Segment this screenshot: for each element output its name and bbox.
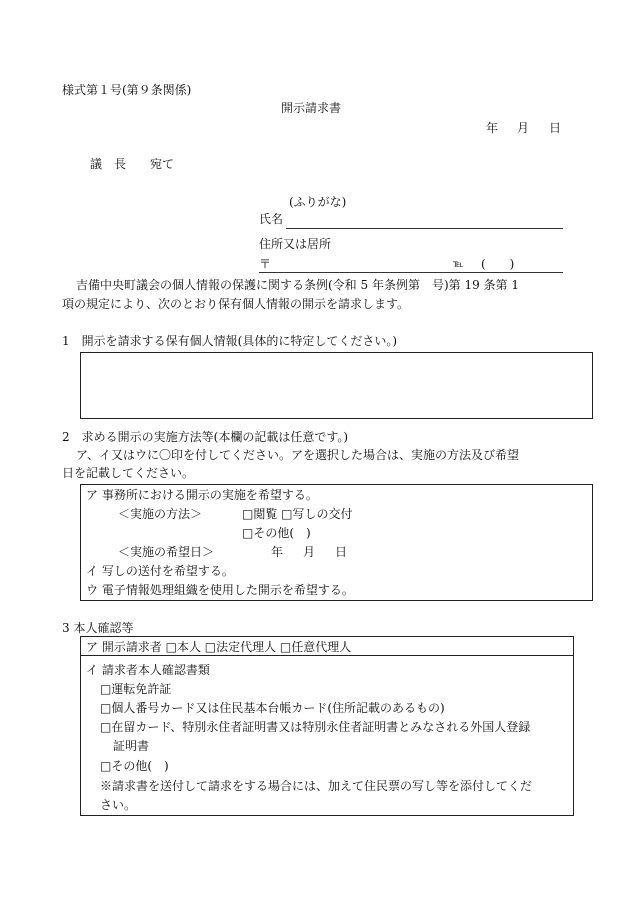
section2-heading: 2 求める開示の実施方法等(本欄の記載は任意です。) (62, 430, 349, 444)
section2-note-line-2: 日を記載してください。 (62, 466, 195, 480)
identity-check-divider (80, 655, 574, 656)
name-underline[interactable] (286, 228, 563, 229)
address-underline[interactable] (259, 272, 563, 273)
option-u-label[interactable]: ウ 電子情報処理組織を使用した開示を希望する。 (86, 583, 354, 597)
intro-line-2: 項の規定により、次のとおり保有個人情報の開示を請求します。 (62, 297, 410, 311)
id-doc-drivers-license[interactable]: □運転免許証 (100, 682, 172, 696)
requested-info-field[interactable] (80, 352, 593, 419)
id-doc-other[interactable]: □その他( ) (100, 759, 169, 773)
addressee-suffix: 宛て (150, 157, 175, 171)
method-label: ＜実施の方法＞ (118, 507, 203, 521)
postal-mark: 〒 (259, 257, 272, 271)
section1-heading: 1 開示を請求する保有個人情報(具体的に特定してください。) (62, 334, 398, 348)
id-doc-residence-card-cont: 証明書 (113, 739, 150, 753)
option-a-label[interactable]: ア 事務所における開示の実施を希望する。 (86, 488, 318, 502)
furigana-label: (ふりがな) (289, 195, 347, 209)
id-doc-residence-card[interactable]: □在留カード、特別永住者証明書又は特別永住者証明書とみなされる外国人登録 (100, 720, 531, 734)
page-title: 開示請求書 (281, 101, 342, 115)
date-day-label: 日 (549, 121, 562, 135)
date-year-label: 年 (486, 121, 499, 135)
tel-parens: ( ) (481, 257, 515, 271)
preferred-date-year: 年 (271, 545, 284, 559)
id-doc-my-number-card[interactable]: □個人番号カード又は住民基本台帳カード(住所記載のあるもの) (100, 701, 445, 715)
form-number: 様式第１号(第９条関係) (62, 83, 192, 97)
section2-note-line-1: ア、イ又はウに〇印を付してください。アを選択した場合は、実施の方法及び希望 (76, 448, 520, 462)
address-label: 住所又は居所 (259, 237, 332, 251)
mail-note-line-1: ※請求書を送付して請求をする場合には、加えて住民票の写し等を添付してくだ (100, 779, 533, 793)
mail-note-line-2: さい。 (100, 798, 137, 812)
preferred-date-label: ＜実施の希望日＞ (118, 545, 215, 559)
date-month-label: 月 (517, 121, 530, 135)
intro-line-1: 吉備中央町議会の個人情報の保護に関する条例(令和 5 年条例第 号)第 19 条第 1 (76, 278, 519, 292)
addressee-chair: 議 長 (90, 157, 127, 171)
section3-heading: 3 本人確認等 (62, 621, 134, 635)
id-documents-title: イ 請求者本人確認書類 (86, 663, 210, 677)
preferred-date-day: 日 (335, 545, 348, 559)
preferred-date-month: 月 (303, 545, 316, 559)
name-label: 氏名 (259, 212, 284, 226)
requester-type-row[interactable]: ア 開示請求者 □本人 □法定代理人 □任意代理人 (86, 640, 352, 654)
method-options[interactable]: □閲覧 □写しの交付 (242, 507, 353, 521)
option-i-label[interactable]: イ 写しの送付を希望する。 (86, 564, 234, 578)
tel-label: ℡ (453, 259, 464, 270)
method-other[interactable]: □その他( ) (242, 526, 311, 540)
